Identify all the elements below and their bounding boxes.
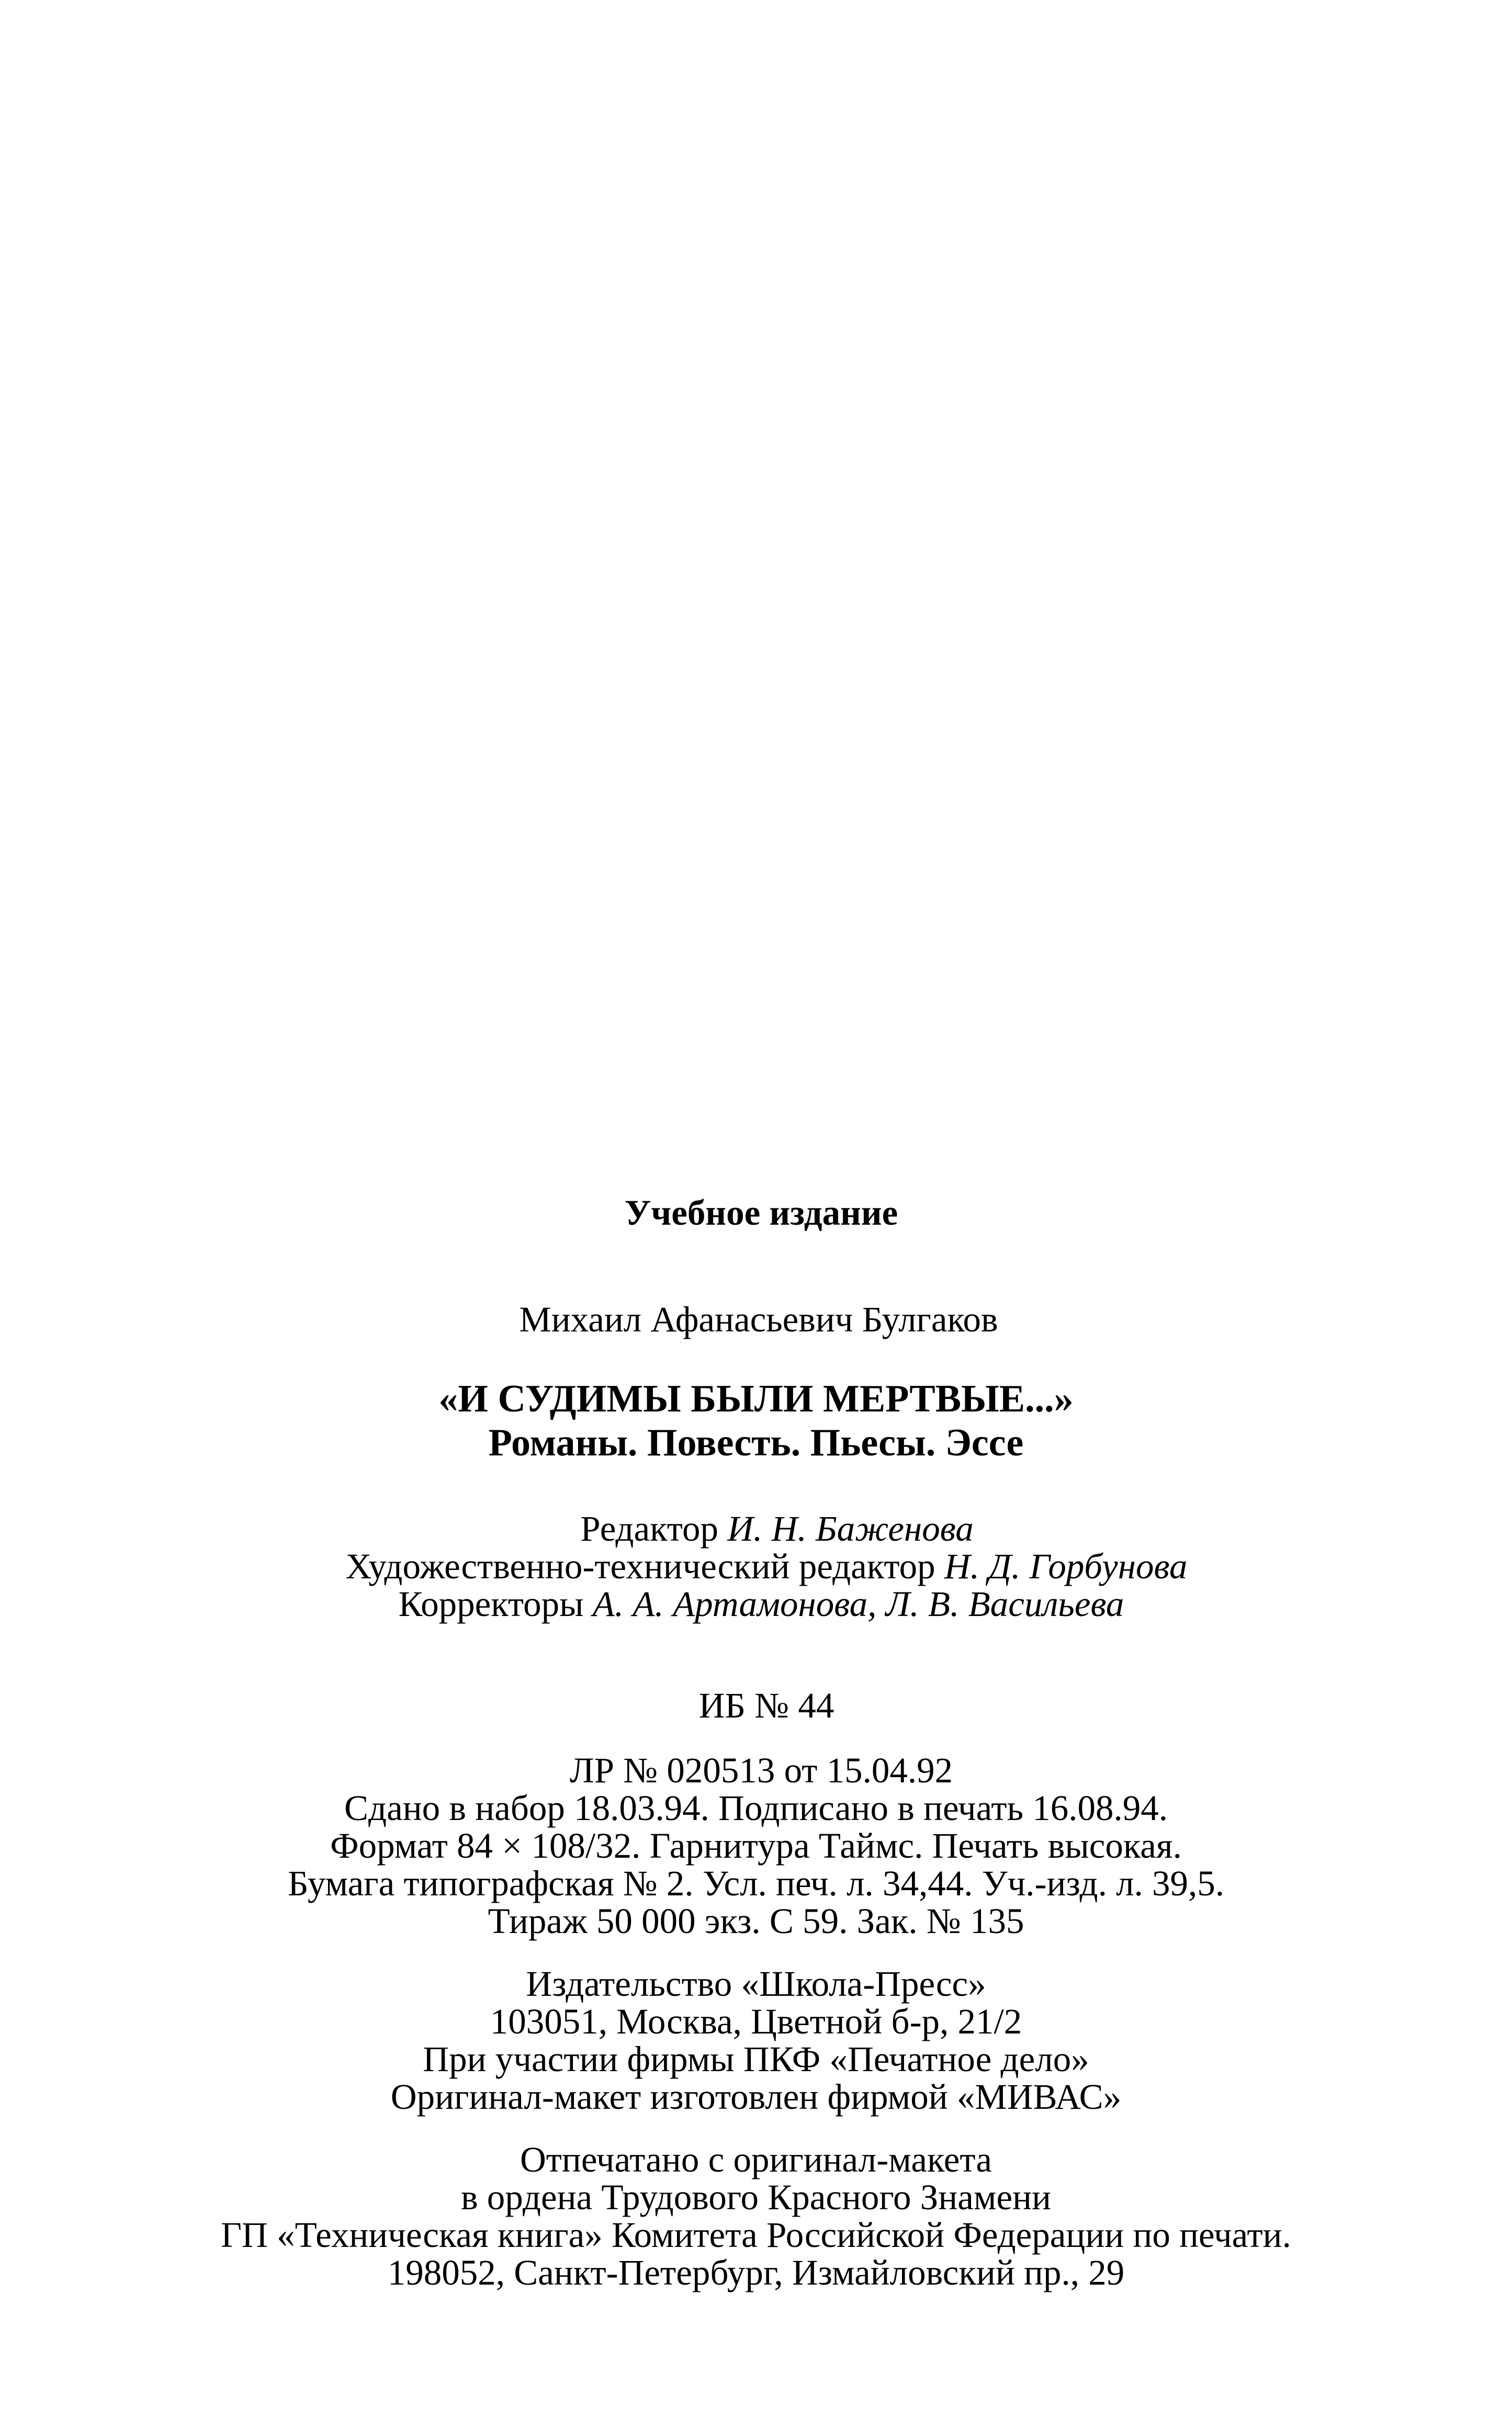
credit-role: Художественно-технический редактор <box>345 1546 935 1586</box>
credit-role: Корректоры <box>398 1584 584 1624</box>
publisher-line: Оригинал-макет изготовлен фирмой «МИВАС» <box>390 2077 1122 2117</box>
print-data-line: Бумага типографская № 2. Усл. печ. л. 34,44. Уч.-изд. л. 39,5. <box>287 1863 1225 1903</box>
publisher-line: При участии фирмы ПКФ «Печатное дело» <box>423 2039 1089 2079</box>
book-subtitle: Романы. Повесть. Пьесы. Эссе <box>488 1421 1024 1464</box>
edition-type: Учебное издание <box>624 1193 898 1233</box>
credit-person: Н. Д. Горбунова <box>944 1546 1188 1586</box>
colophon <box>0 1194 1512 2317</box>
print-data-block <box>0 1752 1512 1940</box>
printer-line: 198052, Санкт-Петербург, Измайловский пр., 29 <box>387 2253 1125 2292</box>
book-title: «И СУДИМЫ БЫЛИ МЕРТВЫЕ...» <box>438 1377 1074 1420</box>
print-data-line: Тираж 50 000 экз. С 59. Зак. № 135 <box>488 1901 1024 1941</box>
print-data-line: Формат 84 × 108/32. Гарнитура Таймс. Печать высокая. <box>330 1826 1182 1866</box>
credit-person: А. А. Артамонова, Л. В. Васильева <box>592 1584 1124 1624</box>
credit-proofreaders <box>10 1585 1512 1623</box>
publisher-line: Издательство «Школа-Пресс» <box>526 1964 986 2004</box>
credit-role: Редактор <box>580 1509 719 1549</box>
ib-number: ИБ № 44 <box>698 1686 834 1725</box>
printer-line: Отпечатано с оригинал-макета <box>520 2140 992 2179</box>
publisher-block <box>0 1965 1512 2116</box>
author-name: Михаил Афанасьевич Булгаков <box>519 1300 998 1339</box>
credit-person: И. Н. Баженова <box>727 1509 974 1549</box>
print-data-line: Сдано в набор 18.03.94. Подписано в печать 16.08.94. <box>344 1788 1168 1828</box>
credit-tech-editor <box>21 1547 1512 1585</box>
printer-block <box>0 2141 1512 2291</box>
credits-block <box>0 1510 1512 1623</box>
credit-editor <box>42 1510 1512 1547</box>
printer-line: ГП «Техническая книга» Комитета Российской Федерации по печати. <box>221 2215 1291 2255</box>
print-data-line: ЛР № 020513 от 15.04.92 <box>569 1750 953 1790</box>
publisher-line: 103051, Москва, Цветной б-р, 21/2 <box>490 2002 1022 2041</box>
printer-line: в ордена Трудового Красного Знамени <box>460 2177 1052 2217</box>
